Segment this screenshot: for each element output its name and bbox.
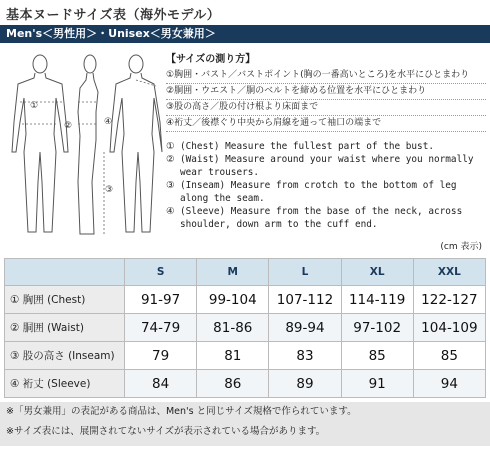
guide-jp-2: ②胴囲・ウエスト／胴のベルトを締める位置を水平にひとまわり xyxy=(166,84,486,100)
size-value: 89 xyxy=(269,370,341,398)
size-value: 85 xyxy=(341,342,413,370)
guide-jp-1: ①胸囲・バスト／バストポイント(胸の一番高いところ)を水平にひとまわり xyxy=(166,68,486,84)
footnote-1: ※「男女兼用」の表記がある商品は、Men's と同じサイズ規格で作られています。 xyxy=(6,406,357,417)
guide-en-2: ② (Waist) Measure around your waist where you normally wear trousers. xyxy=(166,154,474,178)
guide-en-4: ④ (Sleeve) Measure from the base of the neck, across shoulder, down arm to the cuff end. xyxy=(166,206,463,230)
marker-1: ① xyxy=(30,101,39,111)
measurement-guide xyxy=(166,52,486,132)
table-row-sleeve xyxy=(5,370,486,398)
size-table xyxy=(4,258,486,398)
size-value: 114-119 xyxy=(341,286,413,314)
unit-note: (cm 表示) xyxy=(440,242,482,252)
measurement-diagram xyxy=(4,52,164,242)
table-row-inseam xyxy=(5,342,486,370)
size-value: 107-112 xyxy=(269,286,341,314)
page-title: 基本ヌードサイズ表（海外モデル） xyxy=(6,8,221,23)
table-row-chest xyxy=(5,286,486,314)
size-value: 97-102 xyxy=(341,314,413,342)
size-value: 91-97 xyxy=(125,286,197,314)
guide-jp-3: ③股の高さ／股の付け根より床面まで xyxy=(166,100,486,116)
category-banner: Men's＜男性用＞・Unisex＜男女兼用＞ xyxy=(0,25,490,43)
marker-2: ② xyxy=(64,121,73,131)
size-value: 86 xyxy=(197,370,269,398)
front-figure xyxy=(12,55,68,232)
row-label: ② 胴囲 (Waist) xyxy=(5,314,125,342)
size-value: 83 xyxy=(269,342,341,370)
row-label: ① 胸囲 (Chest) xyxy=(5,286,125,314)
size-value: 94 xyxy=(413,370,485,398)
table-row-waist xyxy=(5,314,486,342)
size-header-row xyxy=(5,259,486,286)
size-value: 99-104 xyxy=(197,286,269,314)
guide-heading: 【サイズの測り方】 xyxy=(166,54,256,65)
side-figure xyxy=(78,55,98,234)
header-corner xyxy=(5,259,125,286)
back-figure xyxy=(110,55,162,232)
size-value: 85 xyxy=(413,342,485,370)
size-header: XXL xyxy=(413,259,485,286)
size-value: 79 xyxy=(125,342,197,370)
marker-4: ④ xyxy=(104,117,113,127)
row-label: ④ 裄丈 (Sleeve) xyxy=(5,370,125,398)
guide-en-1: ① (Chest) Measure the fullest part of the bust. xyxy=(166,141,434,152)
size-header: L xyxy=(269,259,341,286)
size-value: 122-127 xyxy=(413,286,485,314)
size-value: 81 xyxy=(197,342,269,370)
footnote-2: ※サイズ表には、展開されてないサイズが表示されている場合があります。 xyxy=(6,426,326,437)
guide-jp-4: ④裄丈／後襟ぐり中央から肩線を通って袖口の端まで xyxy=(166,116,486,132)
size-header: XL xyxy=(341,259,413,286)
row-label: ③ 股の高さ (Inseam) xyxy=(5,342,125,370)
size-value: 74-79 xyxy=(125,314,197,342)
size-value: 84 xyxy=(125,370,197,398)
guide-en-3: ③ (Inseam) Measure from crotch to the bottom of leg along the seam. xyxy=(166,180,457,204)
guide-english xyxy=(166,140,486,231)
footnotes xyxy=(0,402,490,446)
marker-3: ③ xyxy=(105,185,114,195)
size-value: 89-94 xyxy=(269,314,341,342)
size-value: 104-109 xyxy=(413,314,485,342)
size-header: M xyxy=(197,259,269,286)
size-value: 91 xyxy=(341,370,413,398)
size-header: S xyxy=(125,259,197,286)
size-value: 81-86 xyxy=(197,314,269,342)
